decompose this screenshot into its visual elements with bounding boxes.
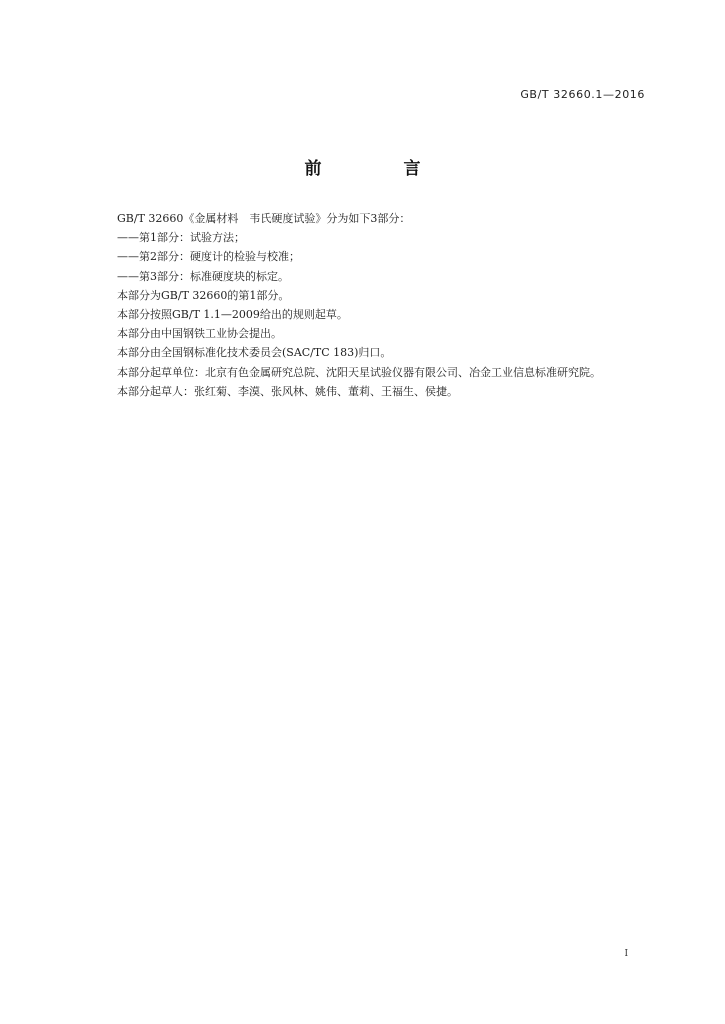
paragraph-drafting-rules: 本部分按照GB/T 1.1—2009给出的规则起草。 <box>117 308 348 322</box>
paragraph-drafting-units: 本部分起草单位：北京有色金属研究总院、沈阳天星试验仪器有限公司、冶金工业信息标准研究院。 <box>117 365 601 379</box>
paragraph-drafters: 本部分起草人：张红菊、李漠、张风林、姚伟、董莉、王福生、侯捷。 <box>117 384 458 398</box>
page-number: I <box>624 949 628 959</box>
foreword-body <box>117 209 657 401</box>
page-title: 前 言 <box>304 159 459 179</box>
paragraph-parts-intro: GB/T 32660《金属材料 韦氏硬度试验》分为如下3部分： <box>117 212 411 225</box>
paragraph-jurisdiction: 本部分由全国钢标准化技术委员会(SAC/TC 183)归口。 <box>117 346 392 360</box>
paragraph-proposed-by: 本部分由中国钢铁工业协会提出。 <box>117 327 282 341</box>
standard-code: GB/T 32660.1—2016 <box>520 88 645 101</box>
paragraph-part-3: ——第3部分：标准硬度块的标定。 <box>117 269 289 283</box>
paragraph-part-1: ——第1部分：试验方法； <box>117 231 245 245</box>
paragraph-part-2: ——第2部分：硬度计的检验与校准； <box>117 250 300 264</box>
paragraph-this-part: 本部分为GB/T 32660的第1部分。 <box>117 288 290 302</box>
